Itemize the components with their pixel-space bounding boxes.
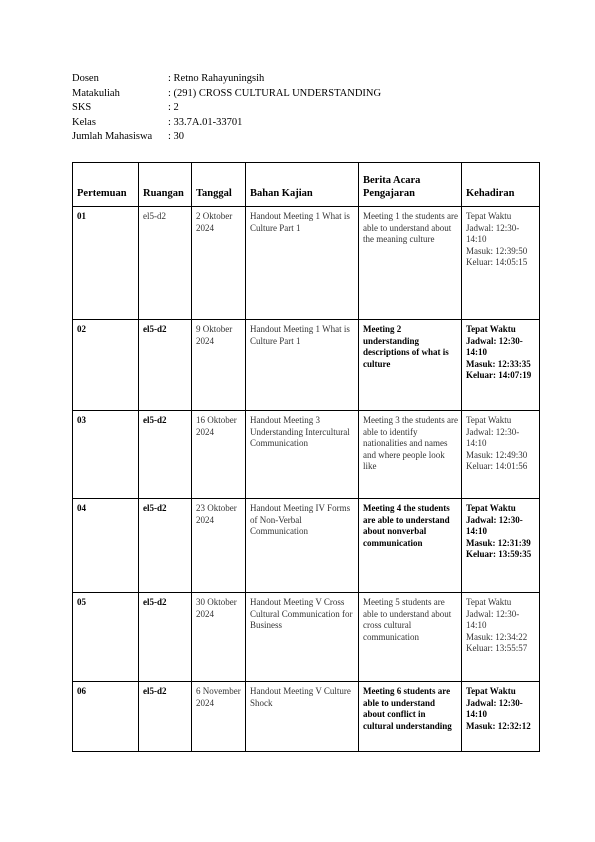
berita-cell: Meeting 1 the students are able to understand about the meaning culture (359, 207, 462, 320)
jumlah-row (72, 130, 381, 145)
jadwal-text: Jadwal: 12:30-14:10 (466, 608, 520, 630)
dosen-value: : Retno Rahayuningsih (168, 72, 264, 87)
kelas-value: : 33.7A.01-33701 (168, 116, 242, 131)
pertemuan-cell: 06 (73, 682, 139, 752)
bahan-cell: Handout Meeting IV Forms of Non-Verbal Communication (246, 499, 359, 593)
ruangan-cell: el5-d2 (139, 499, 192, 593)
kehadiran-cell (462, 207, 540, 320)
keluar-text: Keluar: 13:59:35 (466, 549, 532, 559)
ruangan-cell: el5-d2 (139, 411, 192, 499)
masuk-text: Masuk: 12:34:22 (466, 631, 528, 642)
status-text: Tepat Waktu (466, 503, 516, 513)
table-row (73, 682, 540, 752)
col-header-tanggal: Tanggal (192, 163, 246, 207)
masuk-text: Masuk: 12:31:39 (466, 537, 531, 548)
tanggal-cell: 23 Oktober 2024 (192, 499, 246, 593)
tanggal-cell: 6 November 2024 (192, 682, 246, 752)
status-text: Tepat Waktu (466, 686, 516, 696)
berita-cell: Meeting 2 understanding descriptions of what is culture (359, 320, 462, 411)
kelas-row (72, 116, 381, 131)
table-row (73, 499, 540, 593)
matakuliah-label: Matakuliah (72, 87, 120, 99)
bahan-cell: Handout Meeting 1 What is Culture Part 1 (246, 320, 359, 411)
jumlah-label: Jumlah Mahasiswa (72, 131, 153, 142)
tanggal-cell: 9 Oktober 2024 (192, 320, 246, 411)
col-header-ruangan: Ruangan (139, 163, 192, 207)
pertemuan-cell: 03 (73, 411, 139, 499)
matakuliah-row (72, 87, 381, 102)
course-info (72, 72, 381, 145)
masuk-text: Masuk: 12:39:50 (466, 245, 528, 256)
jadwal-text: Jadwal: 12:30-14:10 (466, 335, 523, 357)
masuk-text: Masuk: 12:32:12 (466, 720, 531, 731)
jadwal-text: Jadwal: 12:30-14:10 (466, 514, 523, 536)
table-row (73, 593, 540, 682)
jadwal-text: Jadwal: 12:30-14:10 (466, 697, 523, 719)
kehadiran-cell (462, 320, 540, 411)
tanggal-cell: 30 Oktober 2024 (192, 593, 246, 682)
bahan-cell: Handout Meeting 3 Understanding Intercultural Communication (246, 411, 359, 499)
berita-cell: Meeting 6 students are able to understand about conflict in cultural understanding (359, 682, 462, 752)
keluar-text: Keluar: 14:07:19 (466, 370, 532, 380)
tanggal-cell: 16 Oktober 2024 (192, 411, 246, 499)
jumlah-value: : 30 (168, 130, 184, 145)
ruangan-cell: el5-d2 (139, 207, 192, 320)
bahan-cell: Handout Meeting 1 What is Culture Part 1 (246, 207, 359, 320)
masuk-text: Masuk: 12:33:35 (466, 358, 531, 369)
col-header-kehadiran: Kehadiran (462, 163, 540, 207)
sks-label: SKS (72, 102, 92, 113)
pertemuan-cell: 04 (73, 499, 139, 593)
bahan-cell: Handout Meeting V Culture Shock (246, 682, 359, 752)
table-row (73, 207, 540, 320)
status-text: Tepat Waktu (466, 211, 512, 221)
matakuliah-value: : (291) CROSS CULTURAL UNDERSTANDING (168, 87, 381, 102)
pertemuan-cell: 02 (73, 320, 139, 411)
ruangan-cell: el5-d2 (139, 682, 192, 752)
keluar-text: Keluar: 14:01:56 (466, 461, 528, 471)
keluar-text: Keluar: 13:55:57 (466, 643, 528, 653)
kehadiran-cell (462, 682, 540, 752)
kehadiran-cell (462, 499, 540, 593)
table-header-row (73, 163, 540, 207)
jadwal-text: Jadwal: 12:30-14:10 (466, 426, 520, 448)
berita-cell: Meeting 5 students are able to understand about cross cultural communication (359, 593, 462, 682)
berita-cell: Meeting 3 the students are able to identify nationalities and names and where people look like (359, 411, 462, 499)
ruangan-cell: el5-d2 (139, 593, 192, 682)
tanggal-cell: 2 Oktober 2024 (192, 207, 246, 320)
status-text: Tepat Waktu (466, 415, 512, 425)
status-text: Tepat Waktu (466, 597, 512, 607)
jadwal-text: Jadwal: 12:30-14:10 (466, 222, 520, 244)
pertemuan-cell: 01 (73, 207, 139, 320)
col-header-berita: Berita Acara Pengajaran (359, 163, 462, 207)
col-header-pertemuan: Pertemuan (73, 163, 139, 207)
pertemuan-cell: 05 (73, 593, 139, 682)
table-row (73, 411, 540, 499)
col-header-bahan: Bahan Kajian (246, 163, 359, 207)
kehadiran-cell (462, 593, 540, 682)
keluar-text: Keluar: 14:05:15 (466, 257, 528, 267)
bahan-cell: Handout Meeting V Cross Cultural Communication for Business (246, 593, 359, 682)
attendance-table (72, 162, 540, 752)
kehadiran-cell (462, 411, 540, 499)
ruangan-cell: el5-d2 (139, 320, 192, 411)
status-text: Tepat Waktu (466, 324, 516, 334)
dosen-label: Dosen (72, 73, 99, 84)
sks-row (72, 101, 381, 116)
attendance-table-wrap (72, 162, 539, 752)
masuk-text: Masuk: 12:49:30 (466, 449, 528, 460)
kelas-label: Kelas (72, 116, 96, 128)
berita-cell: Meeting 4 the students are able to understand about nonverbal communication (359, 499, 462, 593)
dosen-row (72, 72, 381, 87)
table-row (73, 320, 540, 411)
sks-value: : 2 (168, 101, 179, 116)
